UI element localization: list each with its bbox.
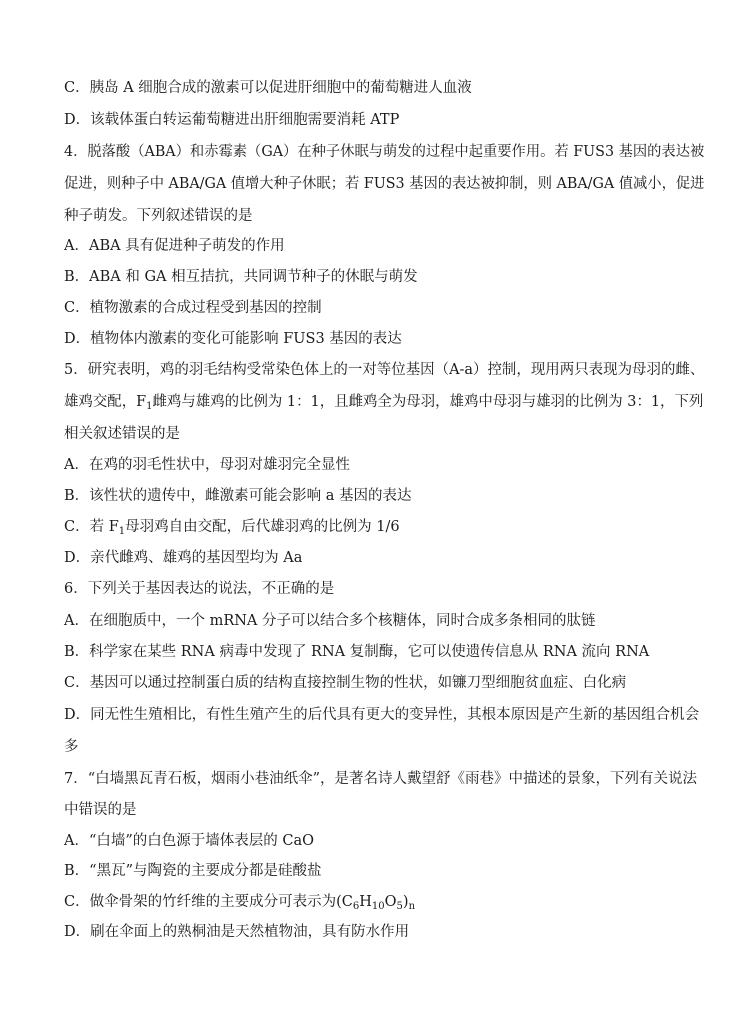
q7-option-c-sub2: 10 <box>371 901 385 912</box>
q7-option-c-sub3: 5 <box>396 901 403 912</box>
q4-option-c: C．植物激素的合成过程受到基因的控制 <box>64 300 322 316</box>
q4-stem-line1: 4．脱落酸（ABA）和赤霉素（GA）在种子休眠与萌发的过程中起重要作用。若 FUS3 基因的表达被 <box>64 144 705 160</box>
q5-stem-line2-post: 雌鸡与雄鸡的比例为 1：1，且雌鸡全为母羽，雄鸡中母羽与雄羽的比例为 3：1，下列 <box>152 394 704 410</box>
q7-option-c-m1: H <box>359 894 372 910</box>
q7-option-c-sub4: n <box>408 901 416 912</box>
q7-stem-line1: 7．“白墙黑瓦青石板，烟雨小巷油纸伞”，是著名诗人戴望舒《雨巷》中描述的景象，下列有关说法 <box>64 771 698 787</box>
q4-option-b: B．ABA 和 GA 相互拮抗，共同调节种子的休眠与萌发 <box>64 269 418 285</box>
q7-option-d: D．刷在伞面上的熟桐油是天然植物油，具有防水作用 <box>64 924 410 940</box>
q4-stem-line2: 促进，则种子中 ABA/GA 值增大种子休眠；若 FUS3 基因的表达被抑制，则 ABA/GA 值减小，促进 <box>64 176 705 192</box>
q5-option-d: D．亲代雌鸡、雄鸡的基因型均为 Aa <box>64 550 303 566</box>
q5-stem-line2-sub: 1 <box>146 401 153 412</box>
q7-option-c <box>64 892 694 912</box>
q4-stem-line3: 种子萌发。下列叙述错误的是 <box>64 208 253 224</box>
q5-option-c-pre: C．若 F <box>64 519 119 535</box>
q6-option-a: A．在细胞质中，一个 mRNA 分子可以结合多个核糖体，同时合成多条相同的肽链 <box>64 613 596 629</box>
q6-option-b: B．科学家在某些 RNA 病毒中发现了 RNA 复制酶，它可以使遗传信息从 RNA 流向 RNA <box>64 644 650 660</box>
q5-option-c-post: 母羽鸡自由交配，后代雄羽鸡的比例为 1/6 <box>125 519 400 535</box>
q7-option-a: A．“白墙”的白色源于墙体表层的 CaO <box>64 833 315 849</box>
q5-option-b: B．该性状的遗传中，雌激素可能会影响 a 基因的表达 <box>64 488 412 504</box>
q7-option-b: B．“黑瓦”与陶瓷的主要成分都是硅酸盐 <box>64 863 322 879</box>
q6-stem: 6．下列关于基因表达的说法，不正确的是 <box>64 581 335 597</box>
q5-option-c <box>64 517 694 537</box>
q4-option-a: A．ABA 具有促进种子萌发的作用 <box>64 238 285 254</box>
q3-option-c: C．胰岛 A 细胞合成的激素可以促进肝细胞中的葡萄糖进人血液 <box>64 80 472 96</box>
q5-stem-line3: 相关叙述错误的是 <box>64 426 180 442</box>
q7-option-c-sub1: 6 <box>352 901 360 912</box>
q5-stem-line2 <box>64 392 704 412</box>
q3-option-d: D．该载体蛋白转运葡萄糖进出肝细胞需要消耗 ATP <box>64 112 400 128</box>
q7-stem-line2: 中错误的是 <box>64 802 137 818</box>
q6-option-c: C．基因可以通过控制蛋白质的结构直接控制生物的性状，如镰刀型细胞贫血症、白化病 <box>64 675 627 691</box>
q5-stem-line2-pre: 雄鸡交配，F <box>64 394 147 410</box>
q6-option-d-line1: D．同无性生殖相比，有性生殖产生的后代具有更大的变异性，其根本原因是产生新的基因组合机会 <box>64 707 700 723</box>
q7-option-c-m2: O <box>384 894 397 910</box>
q7-option-c-pre: C．做伞骨架的竹纤维的主要成分可表示为(C <box>64 894 353 910</box>
q7-option-c-m3: ) <box>402 894 409 910</box>
q5-option-c-sub: 1 <box>118 526 126 537</box>
q5-stem-line1: 5．研究表明，鸡的羽毛结构受常染色体上的一对等位基因（A-a）控制，现用两只表现为母羽的雌、 <box>64 362 705 378</box>
q5-option-a: A．在鸡的羽毛性状中，母羽对雄羽完全显性 <box>64 457 350 473</box>
q6-option-d-line2: 多 <box>64 739 79 755</box>
q4-option-d: D．植物体内激素的变化可能影响 FUS3 基因的表达 <box>64 331 402 347</box>
